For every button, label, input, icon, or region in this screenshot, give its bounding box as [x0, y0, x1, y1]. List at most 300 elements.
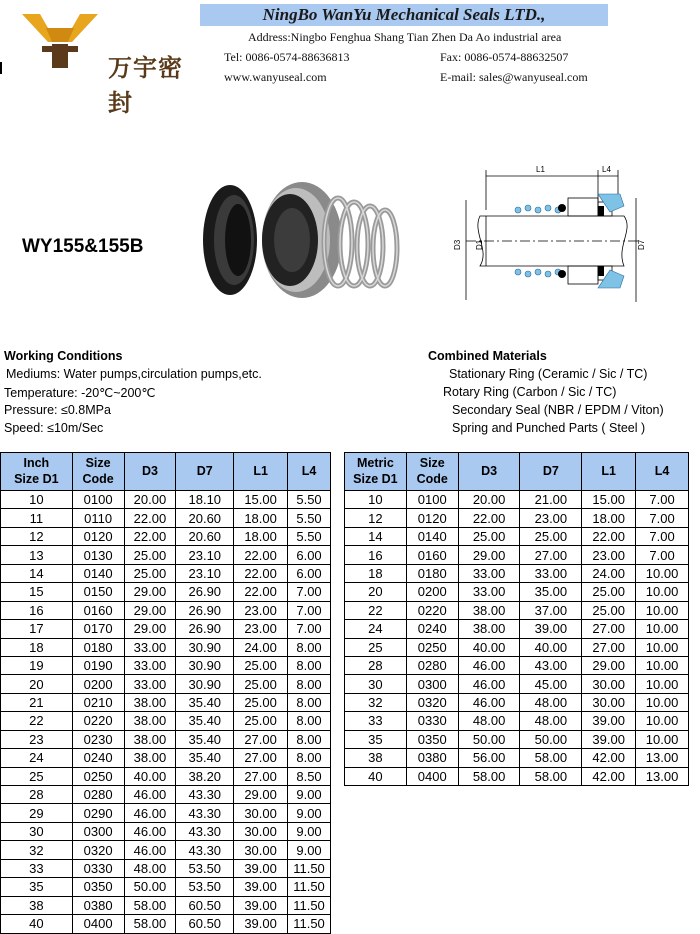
table-cell: 7.00	[636, 491, 689, 509]
table-cell: 32	[345, 693, 407, 711]
table-cell: 10.00	[636, 638, 689, 656]
table-cell: 42.00	[582, 749, 636, 767]
table-cell: 14	[345, 527, 407, 545]
company-logo	[22, 8, 200, 117]
table-cell: 16	[1, 601, 73, 619]
table-cell: 58.00	[520, 767, 582, 785]
table-row	[345, 767, 689, 785]
model-title: WY155&155B	[22, 236, 144, 257]
table-cell: 30.00	[234, 822, 288, 840]
table-cell: 10.00	[636, 730, 689, 748]
table-cell: 22	[345, 601, 407, 619]
table-cell: 24.00	[234, 638, 288, 656]
table-cell: 23.00	[234, 601, 288, 619]
table-cell: 13.00	[636, 749, 689, 767]
table-cell: 39.00	[234, 896, 288, 914]
table-cell: 35.40	[176, 749, 234, 767]
table-cell: 6.00	[288, 546, 331, 564]
table-cell: 39.00	[234, 878, 288, 896]
table-cell: 13.00	[636, 767, 689, 785]
table-cell: 35	[1, 878, 73, 896]
working-pressure: Pressure: ≤0.8MPa	[4, 403, 111, 417]
table-cell: 27.00	[520, 546, 582, 564]
table-row	[1, 915, 331, 933]
table-cell: 20.00	[124, 491, 176, 509]
table-cell: 10.00	[636, 693, 689, 711]
table-cell: 56.00	[458, 749, 520, 767]
table-cell: 7.00	[288, 583, 331, 601]
table-cell: 0210	[72, 693, 124, 711]
table-cell: 0190	[72, 656, 124, 674]
table-cell: 0150	[72, 583, 124, 601]
table-cell: 48.00	[458, 712, 520, 730]
table-cell: 17	[1, 620, 73, 638]
table-cell: 25.00	[582, 601, 636, 619]
table-row	[345, 693, 689, 711]
table-cell: 0290	[72, 804, 124, 822]
table-row	[1, 527, 331, 545]
table-row	[1, 491, 331, 509]
table-cell: 38.00	[124, 749, 176, 767]
table-cell: 7.00	[636, 509, 689, 527]
table-cell: 25.00	[234, 675, 288, 693]
table-cell: 0300	[406, 675, 458, 693]
table-cell: 30	[1, 822, 73, 840]
table-row	[1, 675, 331, 693]
table-cell: 22.00	[234, 564, 288, 582]
table-cell: 8.00	[288, 638, 331, 656]
table-cell: 0330	[406, 712, 458, 730]
table-cell: 50.00	[124, 878, 176, 896]
table-row	[345, 509, 689, 527]
table-row	[1, 712, 331, 730]
table-cell: 0230	[72, 730, 124, 748]
table-cell: 10.00	[636, 564, 689, 582]
table-cell: 8.00	[288, 749, 331, 767]
table-cell: 46.00	[458, 656, 520, 674]
table-row	[1, 804, 331, 822]
table-cell: 53.50	[176, 878, 234, 896]
table-cell: 38.00	[124, 712, 176, 730]
table-row	[1, 730, 331, 748]
table-cell: 38.00	[458, 601, 520, 619]
table-cell: 0250	[72, 767, 124, 785]
working-speed: Speed: ≤10m/Sec	[4, 421, 104, 435]
table-cell: 58.00	[458, 767, 520, 785]
table-cell: 10	[1, 491, 73, 509]
table-cell: 0400	[406, 767, 458, 785]
table-cell: 33.00	[124, 656, 176, 674]
table-row	[345, 638, 689, 656]
table-cell: 23.00	[234, 620, 288, 638]
table-cell: 8.00	[288, 656, 331, 674]
table-cell: 43.00	[520, 656, 582, 674]
table-cell: 38.00	[124, 693, 176, 711]
table-cell: 26.90	[176, 620, 234, 638]
material-stationary: Stationary Ring (Ceramic / Sic / TC)	[449, 367, 648, 381]
table-cell: 40.00	[458, 638, 520, 656]
table-cell: 39.00	[582, 712, 636, 730]
metric-size-table	[344, 452, 689, 786]
table-cell: 29.00	[458, 546, 520, 564]
table-cell: 28	[1, 786, 73, 804]
table-cell: 25.00	[124, 546, 176, 564]
table-cell: 13	[1, 546, 73, 564]
table-cell: 39.00	[582, 730, 636, 748]
dim-l1-label: L1	[536, 165, 545, 174]
table-cell: 0400	[72, 915, 124, 933]
table-cell: 60.50	[176, 896, 234, 914]
table-cell: 25.00	[520, 527, 582, 545]
table-cell: 11.50	[288, 878, 331, 896]
table-cell: 38.20	[176, 767, 234, 785]
table-cell: 11	[1, 509, 73, 527]
table-cell: 0220	[406, 601, 458, 619]
table-cell: 5.50	[288, 509, 331, 527]
table-row	[1, 583, 331, 601]
table-cell: 0330	[72, 859, 124, 877]
table-cell: 33.00	[520, 564, 582, 582]
table-cell: 18	[345, 564, 407, 582]
table-row	[1, 878, 331, 896]
table-cell: 29.00	[124, 601, 176, 619]
combined-materials-title: Combined Materials	[428, 349, 547, 363]
table-cell: 0100	[406, 491, 458, 509]
table-cell: 40.00	[124, 767, 176, 785]
table-row	[345, 583, 689, 601]
table-cell: 43.30	[176, 822, 234, 840]
table-cell: 16	[345, 546, 407, 564]
table-cell: 43.30	[176, 841, 234, 859]
table-row	[1, 767, 331, 785]
table-cell: 10	[345, 491, 407, 509]
table-cell: 30.90	[176, 638, 234, 656]
header-l4: L4	[636, 453, 689, 491]
table-cell: 23.10	[176, 546, 234, 564]
table-cell: 7.00	[288, 601, 331, 619]
table-cell: 0200	[406, 583, 458, 601]
working-mediums: Mediums: Water pumps,circulation pumps,etc.	[6, 367, 262, 381]
table-row	[1, 509, 331, 527]
company-banner	[200, 4, 608, 26]
table-cell: 0200	[72, 675, 124, 693]
table-cell: 15.00	[582, 491, 636, 509]
table-cell: 33	[1, 859, 73, 877]
header-size-code: Size Code	[406, 453, 458, 491]
table-cell: 39.00	[234, 915, 288, 933]
table-cell: 23	[1, 730, 73, 748]
product-photo	[190, 180, 420, 310]
table-row	[1, 546, 331, 564]
logo-text: 万宇密封	[108, 54, 183, 117]
table-row	[1, 896, 331, 914]
table-cell: 15	[1, 583, 73, 601]
table-cell: 0350	[72, 878, 124, 896]
table-cell: 46.00	[124, 822, 176, 840]
dim-l4-label: L4	[602, 165, 611, 174]
table-cell: 21.00	[520, 491, 582, 509]
table-cell: 43.30	[176, 786, 234, 804]
table-cell: 6.00	[288, 564, 331, 582]
table-cell: 29.00	[124, 583, 176, 601]
table-cell: 0160	[406, 546, 458, 564]
table-cell: 20	[345, 583, 407, 601]
table-cell: 26.90	[176, 583, 234, 601]
table-row	[345, 620, 689, 638]
table-cell: 38.00	[124, 730, 176, 748]
table-cell: 0280	[72, 786, 124, 804]
table-cell: 25	[1, 767, 73, 785]
table-row	[1, 822, 331, 840]
table-cell: 48.00	[520, 712, 582, 730]
table-cell: 58.00	[124, 896, 176, 914]
table-cell: 0110	[72, 509, 124, 527]
table-cell: 0280	[406, 656, 458, 674]
table-cell: 18.00	[582, 509, 636, 527]
table-cell: 33.00	[124, 638, 176, 656]
table-cell: 35.00	[520, 583, 582, 601]
header-size-code: Size Code	[72, 453, 124, 491]
table-cell: 8.00	[288, 730, 331, 748]
table-row	[1, 638, 331, 656]
table-row	[345, 675, 689, 693]
table-cell: 29.00	[582, 656, 636, 674]
table-row	[345, 712, 689, 730]
table-cell: 18.00	[234, 527, 288, 545]
table-cell: 23.00	[520, 509, 582, 527]
table-cell: 25.00	[458, 527, 520, 545]
table-cell: 7.00	[636, 527, 689, 545]
table-row	[345, 730, 689, 748]
table-cell: 60.50	[176, 915, 234, 933]
table-cell: 12	[345, 509, 407, 527]
table-cell: 25	[345, 638, 407, 656]
table-row	[1, 859, 331, 877]
table-cell: 46.00	[124, 804, 176, 822]
table-cell: 0320	[406, 693, 458, 711]
table-cell: 50.00	[458, 730, 520, 748]
table-cell: 10.00	[636, 620, 689, 638]
table-cell: 11.50	[288, 859, 331, 877]
table-row	[1, 749, 331, 767]
table-row	[1, 601, 331, 619]
table-cell: 29.00	[234, 786, 288, 804]
table-cell: 33.00	[124, 675, 176, 693]
table-cell: 0120	[72, 527, 124, 545]
table-cell: 0240	[406, 620, 458, 638]
table-cell: 0250	[406, 638, 458, 656]
material-rotary: Rotary Ring (Carbon / Sic / TC)	[443, 385, 617, 399]
table-cell: 18.10	[176, 491, 234, 509]
table-cell: 29.00	[124, 620, 176, 638]
table-cell: 25.00	[234, 656, 288, 674]
inch-size-table	[0, 452, 331, 934]
table-cell: 24	[1, 749, 73, 767]
table-cell: 7.00	[636, 546, 689, 564]
table-cell: 25.00	[234, 693, 288, 711]
table-cell: 27.00	[234, 730, 288, 748]
cross-section-drawing	[448, 160, 648, 320]
table-cell: 5.50	[288, 491, 331, 509]
table-cell: 10.00	[636, 583, 689, 601]
table-row	[345, 546, 689, 564]
table-cell: 9.00	[288, 841, 331, 859]
table-cell: 22.00	[234, 546, 288, 564]
table-cell: 30.90	[176, 675, 234, 693]
table-cell: 0130	[72, 546, 124, 564]
table-cell: 58.00	[520, 749, 582, 767]
table-cell: 38	[1, 896, 73, 914]
table-cell: 46.00	[458, 675, 520, 693]
table-cell: 9.00	[288, 804, 331, 822]
table-cell: 30.90	[176, 656, 234, 674]
table-cell: 10.00	[636, 675, 689, 693]
working-conditions-title: Working Conditions	[4, 349, 123, 363]
table-cell: 23.10	[176, 564, 234, 582]
table-cell: 22.00	[458, 509, 520, 527]
company-name: NingBo WanYu Mechanical Seals LTD.,	[262, 5, 546, 24]
table-row	[1, 656, 331, 674]
table-cell: 38.00	[458, 620, 520, 638]
working-temperature: Temperature: -20℃~200℃	[4, 386, 156, 400]
company-address: Address:Ningbo Fenghua Shang Tian Zhen Da Ao industrial area	[248, 30, 562, 44]
table-cell: 8.00	[288, 712, 331, 730]
table-cell: 35.40	[176, 693, 234, 711]
header-d3: D3	[124, 453, 176, 491]
table-cell: 10.00	[636, 601, 689, 619]
dim-d3-label: D3	[453, 239, 462, 250]
table-cell: 22	[1, 712, 73, 730]
table-cell: 24.00	[582, 564, 636, 582]
table-cell: 27.00	[234, 767, 288, 785]
table-row	[1, 693, 331, 711]
table-cell: 35.40	[176, 712, 234, 730]
table-cell: 40	[1, 915, 73, 933]
table-cell: 32	[1, 841, 73, 859]
table-cell: 42.00	[582, 767, 636, 785]
header-d3: D3	[458, 453, 520, 491]
table-row	[345, 656, 689, 674]
table-cell: 39.00	[234, 859, 288, 877]
table-row	[345, 491, 689, 509]
table-cell: 21	[1, 693, 73, 711]
table-row	[1, 620, 331, 638]
table-cell: 25.00	[582, 583, 636, 601]
table-cell: 12	[1, 527, 73, 545]
table-cell: 38	[345, 749, 407, 767]
table-cell: 30	[345, 675, 407, 693]
table-cell: 18.00	[234, 509, 288, 527]
table-cell: 11.50	[288, 915, 331, 933]
table-cell: 8.00	[288, 693, 331, 711]
table-cell: 11.50	[288, 896, 331, 914]
table-cell: 30.00	[582, 675, 636, 693]
table-cell: 39.00	[520, 620, 582, 638]
table-cell: 15.00	[234, 491, 288, 509]
dim-d1-label: D1	[475, 239, 484, 250]
dim-d7-label: D7	[637, 239, 646, 250]
table-cell: 40	[345, 767, 407, 785]
table-cell: 46.00	[458, 693, 520, 711]
table-cell: 28	[345, 656, 407, 674]
table-cell: 18	[1, 638, 73, 656]
table-cell: 22.00	[234, 583, 288, 601]
table-cell: 20.60	[176, 527, 234, 545]
company-tel: Tel: 0086-0574-88636813	[224, 50, 350, 64]
table-cell: 48.00	[520, 693, 582, 711]
table-cell: 25.00	[234, 712, 288, 730]
table-cell: 0100	[72, 491, 124, 509]
header-l1: L1	[234, 453, 288, 491]
metric-table-header	[345, 453, 689, 491]
table-cell: 9.00	[288, 786, 331, 804]
header-l1: L1	[582, 453, 636, 491]
table-cell: 33	[345, 712, 407, 730]
table-cell: 30.00	[234, 804, 288, 822]
table-cell: 7.00	[288, 620, 331, 638]
table-cell: 0220	[72, 712, 124, 730]
table-cell: 0120	[406, 509, 458, 527]
table-cell: 33.00	[458, 583, 520, 601]
table-cell: 0140	[72, 564, 124, 582]
material-spring: Spring and Punched Parts ( Steel )	[452, 421, 646, 435]
table-cell: 48.00	[124, 859, 176, 877]
edge-mark	[0, 62, 2, 74]
wanyu-w-logo-icon	[22, 8, 102, 70]
table-cell: 45.00	[520, 675, 582, 693]
table-cell: 46.00	[124, 786, 176, 804]
table-cell: 22.00	[582, 527, 636, 545]
table-cell: 0180	[406, 564, 458, 582]
table-cell: 46.00	[124, 841, 176, 859]
table-cell: 35	[345, 730, 407, 748]
table-row	[1, 786, 331, 804]
table-row	[345, 527, 689, 545]
table-cell: 0300	[72, 822, 124, 840]
table-cell: 20.60	[176, 509, 234, 527]
table-cell: 30.00	[234, 841, 288, 859]
table-cell: 0180	[72, 638, 124, 656]
company-email[interactable]: E-mail: sales@wanyuseal.com	[440, 70, 588, 84]
table-cell: 0140	[406, 527, 458, 545]
table-cell: 27.00	[582, 638, 636, 656]
table-cell: 20.00	[458, 491, 520, 509]
table-cell: 58.00	[124, 915, 176, 933]
company-website[interactable]: www.wanyuseal.com	[224, 70, 327, 84]
table-cell: 35.40	[176, 730, 234, 748]
table-cell: 43.30	[176, 804, 234, 822]
table-cell: 53.50	[176, 859, 234, 877]
table-cell: 0240	[72, 749, 124, 767]
header-inch-size: Inch Size D1	[1, 453, 73, 491]
table-cell: 22.00	[124, 509, 176, 527]
table-cell: 19	[1, 656, 73, 674]
table-cell: 8.50	[288, 767, 331, 785]
table-cell: 50.00	[520, 730, 582, 748]
table-cell: 0160	[72, 601, 124, 619]
table-cell: 10.00	[636, 712, 689, 730]
table-cell: 10.00	[636, 656, 689, 674]
table-cell: 25.00	[124, 564, 176, 582]
table-cell: 26.90	[176, 601, 234, 619]
header-metric-size: Metric Size D1	[345, 453, 407, 491]
header-d7: D7	[520, 453, 582, 491]
company-fax: Fax: 0086-0574-88632507	[440, 50, 569, 64]
table-row	[345, 564, 689, 582]
table-cell: 22.00	[124, 527, 176, 545]
table-cell: 30.00	[582, 693, 636, 711]
table-cell: 27.00	[582, 620, 636, 638]
